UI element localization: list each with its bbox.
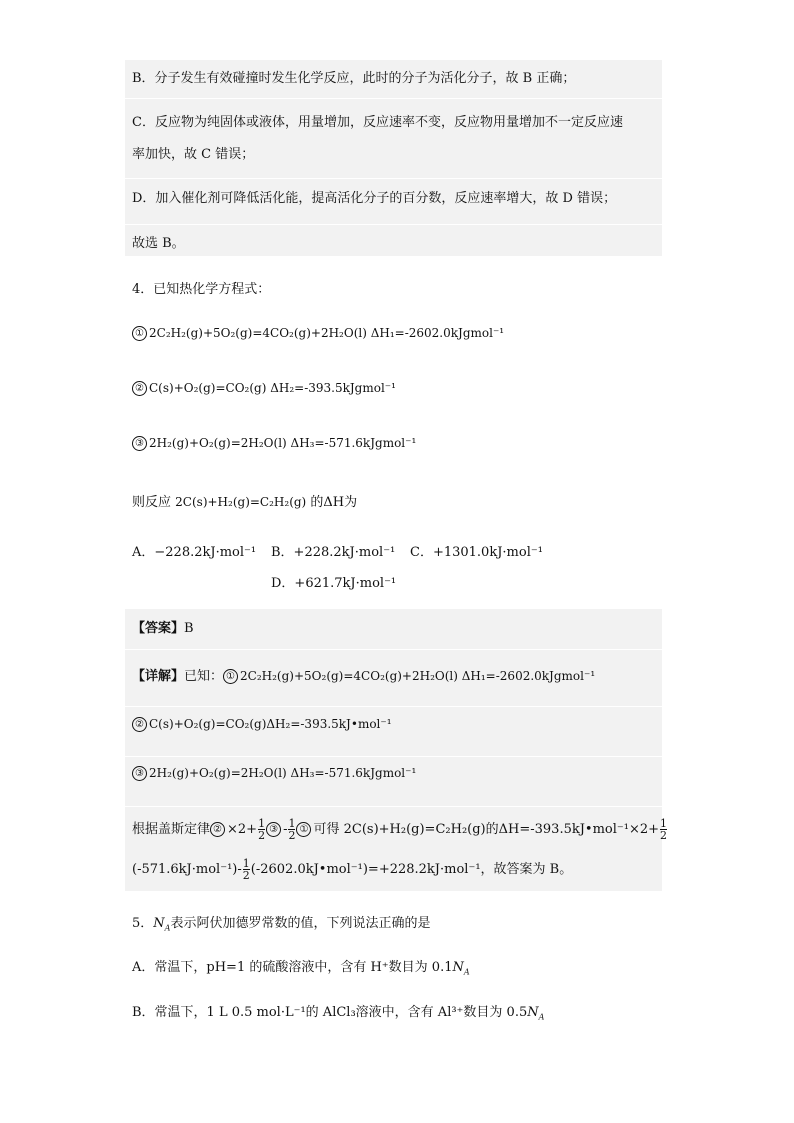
question-number: 5． (132, 916, 154, 931)
question-5-text: 表示阿伏加德罗常数的值，下列说法正确的是 (170, 916, 431, 931)
conclusion: 故选 B。 (132, 236, 185, 251)
q5-option-b: B．常温下，1 L 0.5 mol·L⁻¹的 AlCl₃溶液中，含有 Al³⁺数目为 $0.5N_A$ (132, 1005, 545, 1022)
detail-line-1 (132, 665, 595, 684)
answer-value: B (184, 621, 194, 636)
divider (125, 806, 662, 807)
divider (125, 756, 662, 757)
known-label: 已知： (184, 669, 224, 684)
hess-times: ×2+ (227, 822, 258, 837)
circled-number-2: ② (132, 381, 147, 396)
hess-line-2 (132, 858, 572, 881)
ask-suffix: 的ΔH为 (310, 495, 358, 510)
ask-prefix: 则反应 (132, 495, 172, 510)
hess-line-1 (132, 818, 668, 841)
option-c-explanation-line2: 率加快，故 C 错误； (132, 147, 255, 162)
ask-equation: 2C(s)+H₂(g)=C₂H₂(g) (175, 495, 307, 509)
circled-number-1: ① (296, 822, 311, 837)
circled-number-3: ③ (132, 766, 147, 781)
fraction-half: $\frac{1}{2}$ (660, 817, 668, 842)
detail-label: 【详解】 (132, 669, 185, 684)
q5-option-b-text: B．常温下，1 L 0.5 mol·L⁻¹的 AlCl₃溶液中，含有 Al³⁺数目为 0.5 (132, 1005, 528, 1020)
divider (125, 98, 662, 99)
hess-final: (-2602.0kJ•mol⁻¹)=+228.2kJ·mol⁻¹，故答案为 B。 (250, 862, 573, 877)
equation-2 (132, 381, 396, 396)
detail-equation-3: 2H₂(g)+O₂(g)=2H₂O(l) ΔH₃=-571.6kJgmol⁻¹ (149, 766, 417, 780)
option-b-explanation: B．分子发生有效碰撞时发生化学反应，此时的分子为活化分子，故 B 正确； (132, 71, 576, 86)
equation-3-text: 2H₂(g)+O₂(g)=2H₂O(l) ΔH₃=-571.6kJgmol⁻¹ (149, 436, 417, 450)
question-4-ask (132, 491, 357, 510)
q5-option-a: A．常温下，pH=1 的硫酸溶液中，含有 H⁺数目为 $0.1N_A$ (132, 960, 470, 977)
q5-option-a-text: A．常温下，pH=1 的硫酸溶液中，含有 H⁺数目为 0.1 (132, 960, 453, 975)
hess-result: 可得 2C(s)+H₂(g)=C₂H₂(g)的ΔH=-393.5kJ•mol⁻¹×2+ (313, 822, 660, 837)
option-c-explanation-line1: C．反应物为纯固体或液体，用量增加，反应速率不变，反应物用量增加不一定反应速 (132, 115, 623, 130)
equation-2-text: C(s)+O₂(g)=CO₂(g) ΔH₂=-393.5kJgmol⁻¹ (149, 381, 396, 395)
option-d-explanation: D．加入催化剂可降低活化能，提高活化分子的百分数，反应速率增大，故 D 错误； (132, 191, 617, 206)
hess-intro: 根据盖斯定律 (132, 822, 211, 837)
option-a: A．−228.2kJ·mol⁻¹ (132, 545, 257, 560)
circled-number-3: ③ (266, 822, 281, 837)
detail-line-2 (132, 717, 392, 732)
equation-1 (132, 326, 504, 341)
question-5-stem: 5．$N_A$表示阿伏加德罗常数的值，下列说法正确的是 (132, 916, 431, 933)
equation-3 (132, 436, 416, 451)
divider (125, 178, 662, 179)
answer-block (125, 609, 662, 891)
detail-equation-2: C(s)+O₂(g)=CO₂(g)ΔH₂=-393.5kJ•mol⁻¹ (149, 717, 392, 731)
circled-number-3: ③ (132, 436, 147, 451)
divider (125, 649, 662, 650)
hess-term: (-571.6kJ·mol⁻¹)- (132, 862, 242, 877)
answer-label: 【答案】 (132, 621, 185, 636)
question-4-stem: 4．已知热化学方程式： (132, 282, 271, 297)
circled-number-2: ② (210, 822, 225, 837)
answer-line (132, 617, 194, 636)
avogadro-symbol: N (153, 916, 165, 931)
divider (125, 706, 662, 707)
hess-minus: - (283, 822, 288, 837)
fraction-half: $\frac{1}{2}$ (288, 817, 296, 842)
option-c: C．+1301.0kJ·mol⁻¹ (410, 545, 543, 560)
circled-number-2: ② (132, 717, 147, 732)
circled-number-1: ① (132, 326, 147, 341)
circled-number-1: ① (223, 669, 238, 684)
detail-equation-1: 2C₂H₂(g)+5O₂(g)=4CO₂(g)+2H₂O(l) ΔH₁=-2602.0kJgmol⁻¹ (240, 669, 596, 683)
detail-line-3 (132, 766, 416, 781)
equation-1-text: 2C₂H₂(g)+5O₂(g)=4CO₂(g)+2H₂O(l) ΔH₁=-2602.0kJgmol⁻¹ (149, 326, 505, 340)
divider (125, 224, 662, 225)
fraction-half: $\frac{1}{2}$ (242, 857, 250, 882)
option-b: B．+228.2kJ·mol⁻¹ (271, 545, 396, 560)
option-d: D．+621.7kJ·mol⁻¹ (271, 576, 397, 591)
fraction-half: $\frac{1}{2}$ (258, 817, 266, 842)
